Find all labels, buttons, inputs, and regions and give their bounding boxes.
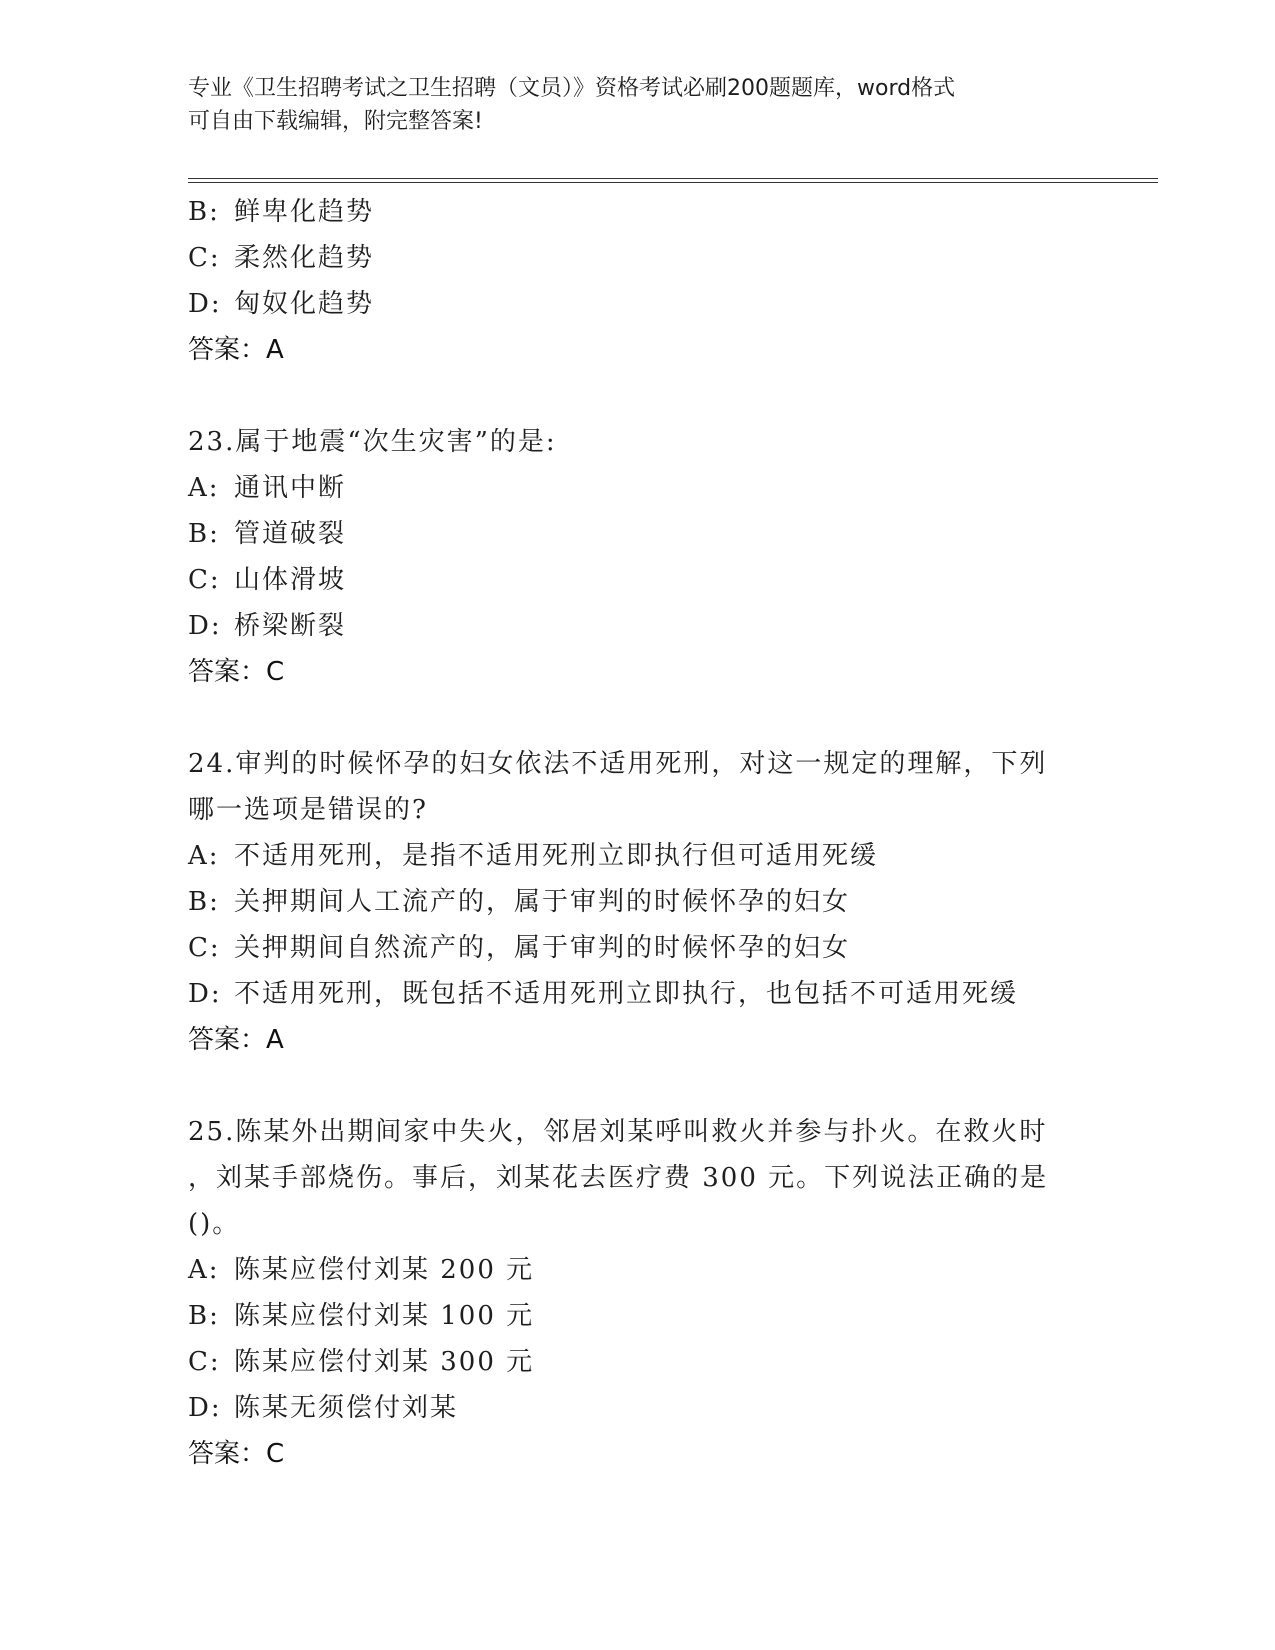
option-d: D: 陈某无须偿付刘某: [188, 1393, 459, 1423]
option-d: D: 不适用死刑，既包括不适用死刑立即执行，也包括不可适用死缓: [188, 979, 1019, 1009]
option-a: A: 通讯中断: [188, 473, 347, 503]
question-text-line-2: 哪一选项是错误的?: [188, 795, 428, 825]
header-line-2: 可自由下载编辑，附完整答案!: [188, 109, 483, 134]
document-body: [188, 189, 1088, 1477]
header-line-1: 专业《卫生招聘考试之卫生招聘（文员）》资格考试必刷200题题库，word格式: [188, 76, 956, 101]
question-text-line-1: 25.陈某外出期间家中失火，邻居刘某呼叫救火并参与扑火。在救火时: [188, 1117, 1048, 1147]
option-c: C: 陈某应偿付刘某 300 元: [188, 1347, 535, 1377]
option-d: D: 匈奴化趋势: [188, 289, 375, 319]
option-b: B: 陈某应偿付刘某 100 元: [188, 1301, 535, 1331]
option-c: C: 柔然化趋势: [188, 243, 375, 273]
option-c: C: 山体滑坡: [188, 565, 347, 595]
question-24: [188, 741, 1088, 1063]
option-b: B: 关押期间人工流产的，属于审判的时候怀孕的妇女: [188, 887, 851, 917]
question-22-tail: [188, 189, 1088, 373]
question-text-line-3: ()。: [188, 1209, 241, 1239]
question-text: 23.属于地震“次生灾害”的是:: [188, 427, 557, 457]
answer: 答案：C: [188, 1439, 285, 1469]
question-25: [188, 1109, 1088, 1477]
answer: 答案：A: [188, 335, 284, 365]
option-c: C: 关押期间自然流产的，属于审判的时候怀孕的妇女: [188, 933, 851, 963]
option-a: A: 陈某应偿付刘某 200 元: [188, 1255, 535, 1285]
header-divider-bottom: [188, 182, 1158, 183]
option-b: B: 鲜卑化趋势: [188, 197, 375, 227]
document-header: [188, 72, 1068, 138]
option-d: D: 桥梁断裂: [188, 611, 347, 641]
question-23: [188, 419, 1088, 695]
option-a: A: 不适用死刑，是指不适用死刑立即执行但可适用死缓: [188, 841, 879, 871]
answer: 答案：A: [188, 1025, 284, 1055]
question-text-line-1: 24.审判的时候怀孕的妇女依法不适用死刑，对这一规定的理解，下列: [188, 749, 1048, 779]
answer: 答案：C: [188, 657, 285, 687]
question-text-line-2: ，刘某手部烧伤。事后，刘某花去医疗费 300 元。下列说法正确的是: [188, 1163, 1049, 1193]
option-b: B: 管道破裂: [188, 519, 347, 549]
header-divider-top: [188, 178, 1158, 179]
